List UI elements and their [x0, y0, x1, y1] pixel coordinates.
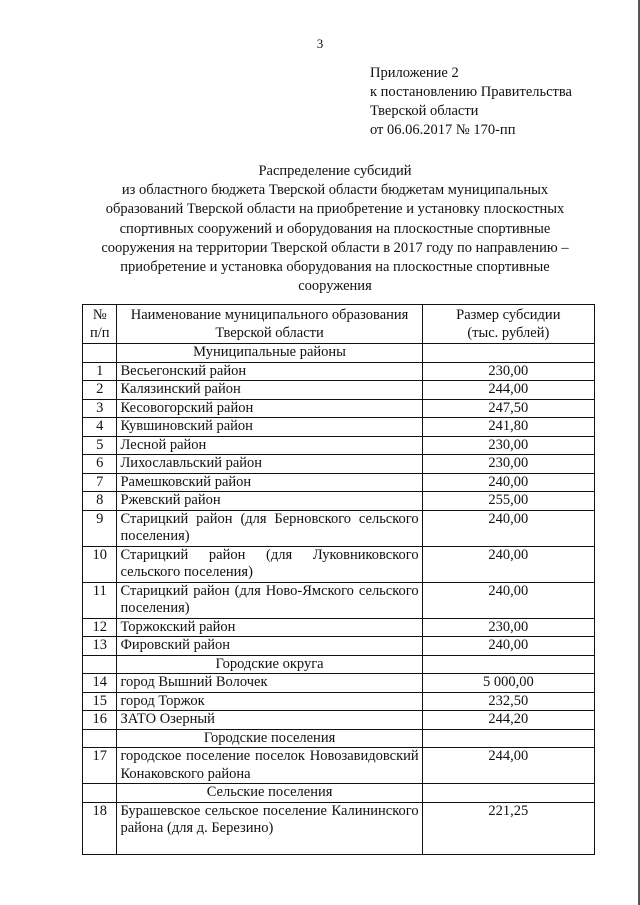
row-name: Кувшиновский район: [117, 418, 422, 437]
table-row: [83, 692, 595, 711]
row-num: 15: [83, 692, 117, 711]
row-num: 10: [83, 546, 117, 582]
row-num: 5: [83, 436, 117, 455]
row-amount: 247,50: [422, 399, 594, 418]
table-row: [83, 711, 595, 730]
row-num: 2: [83, 381, 117, 400]
row-amount: 230,00: [422, 362, 594, 381]
row-amount: 240,00: [422, 473, 594, 492]
table-row: [83, 510, 595, 546]
title-line: образований Тверской области на приобретение и установку плоскостных: [105, 201, 565, 218]
table-row: [83, 546, 595, 582]
title-line: спортивных сооружений и оборудования на плоскостные спортивные: [119, 220, 551, 237]
table-row: [83, 618, 595, 637]
row-name: город Вышний Волочек: [117, 674, 422, 693]
row-name: Бурашевское сельское поселение Калининского района (для д. Березино): [117, 802, 422, 854]
row-amount: 232,50: [422, 692, 594, 711]
table-row: [83, 637, 595, 656]
row-amount: 240,00: [422, 546, 594, 582]
row-num: 9: [83, 510, 117, 546]
table-row: [83, 381, 595, 400]
row-amount: 244,00: [422, 381, 594, 400]
row-amount: 244,20: [422, 711, 594, 730]
appendix-line: Тверской области: [370, 103, 479, 119]
row-name: Лесной район: [117, 436, 422, 455]
subsidy-table: [82, 304, 595, 855]
section-row: [83, 784, 595, 803]
table-header-row: [83, 305, 595, 344]
appendix-block: [370, 64, 572, 140]
table-row: [83, 674, 595, 693]
row-name: Кесовогорский район: [117, 399, 422, 418]
row-num: 16: [83, 711, 117, 730]
row-amount: 241,80: [422, 418, 594, 437]
header-name: [117, 305, 422, 344]
row-name: Старицкий район (для Луковниковского сельского поселения): [117, 546, 422, 582]
row-num: 13: [83, 637, 117, 656]
header-name-line2: Тверской области: [215, 324, 324, 341]
row-name: Ржевский район: [117, 492, 422, 511]
row-name: Старицкий район (для Берновского сельского поселения): [117, 510, 422, 546]
header-name-line1: Наименование муниципального образования: [130, 307, 409, 323]
row-name: город Торжок: [117, 692, 422, 711]
row-name: Торжокский район: [117, 618, 422, 637]
row-num: 8: [83, 492, 117, 511]
row-name: Калязинский район: [117, 381, 422, 400]
row-num: 3: [83, 399, 117, 418]
section-title: Городские округа: [117, 655, 422, 674]
row-name: ЗАТО Озерный: [117, 711, 422, 730]
row-num: 6: [83, 455, 117, 474]
row-num: 4: [83, 418, 117, 437]
section-row: [83, 655, 595, 674]
table-row: [83, 492, 595, 511]
title-line: приобретение и установка оборудования на плоскостные спортивные: [120, 259, 550, 276]
section-title: Сельские поселения: [117, 784, 422, 803]
row-name: Весьегонский район: [117, 362, 422, 381]
table-row: [83, 436, 595, 455]
section-title: Муниципальные районы: [117, 344, 422, 363]
title-line: из областного бюджета Тверской области бюджетам муниципальных: [121, 182, 549, 199]
table-row: [83, 582, 595, 618]
title-line: Распределение субсидий: [258, 163, 412, 179]
appendix-line: Приложение 2: [370, 65, 459, 81]
section-row: [83, 344, 595, 363]
table-row: [83, 802, 595, 854]
table-row: [83, 748, 595, 784]
row-num: 1: [83, 362, 117, 381]
row-amount: 240,00: [422, 637, 594, 656]
header-amount: [422, 305, 594, 344]
appendix-line: к постановлению Правительства: [370, 84, 572, 100]
row-amount: 230,00: [422, 618, 594, 637]
appendix-line: от 06.06.2017 № 170-пп: [370, 122, 516, 138]
title-line: сооружения на территории Тверской области в 2017 году по направлению –: [101, 239, 569, 256]
table-row: [83, 473, 595, 492]
row-amount: 244,00: [422, 748, 594, 784]
row-num: 14: [83, 674, 117, 693]
row-num: 18: [83, 802, 117, 854]
table-row: [83, 455, 595, 474]
row-name: Рамешковский район: [117, 473, 422, 492]
row-num: 17: [83, 748, 117, 784]
title-line: сооружения: [298, 278, 372, 295]
row-name: Фировский район: [117, 637, 422, 656]
row-name: городское поселение поселок Новозавидовский Конаковского района: [117, 748, 422, 784]
row-amount: 230,00: [422, 455, 594, 474]
section-row: [83, 729, 595, 748]
row-amount: 255,00: [422, 492, 594, 511]
header-amount-line1: Размер субсидии: [456, 307, 561, 323]
header-num-line1: №: [92, 307, 107, 323]
row-amount: 240,00: [422, 510, 594, 546]
header-amount-line2: (тыс. рублей): [467, 324, 550, 341]
section-title: Городские поселения: [117, 729, 422, 748]
page-number: 3: [316, 36, 324, 51]
row-name: Лихославльский район: [117, 455, 422, 474]
row-num: 12: [83, 618, 117, 637]
header-num: [83, 305, 117, 344]
header-num-line2: п/п: [89, 324, 110, 341]
row-num: 7: [83, 473, 117, 492]
table-row: [83, 399, 595, 418]
document-title: [70, 162, 600, 296]
row-amount: 230,00: [422, 436, 594, 455]
row-amount: 240,00: [422, 582, 594, 618]
table-row: [83, 362, 595, 381]
table-row: [83, 418, 595, 437]
row-num: 11: [83, 582, 117, 618]
row-name: Старицкий район (для Ново-Ямского сельского поселения): [117, 582, 422, 618]
row-amount: 221,25: [422, 802, 594, 854]
row-amount: 5 000,00: [422, 674, 594, 693]
